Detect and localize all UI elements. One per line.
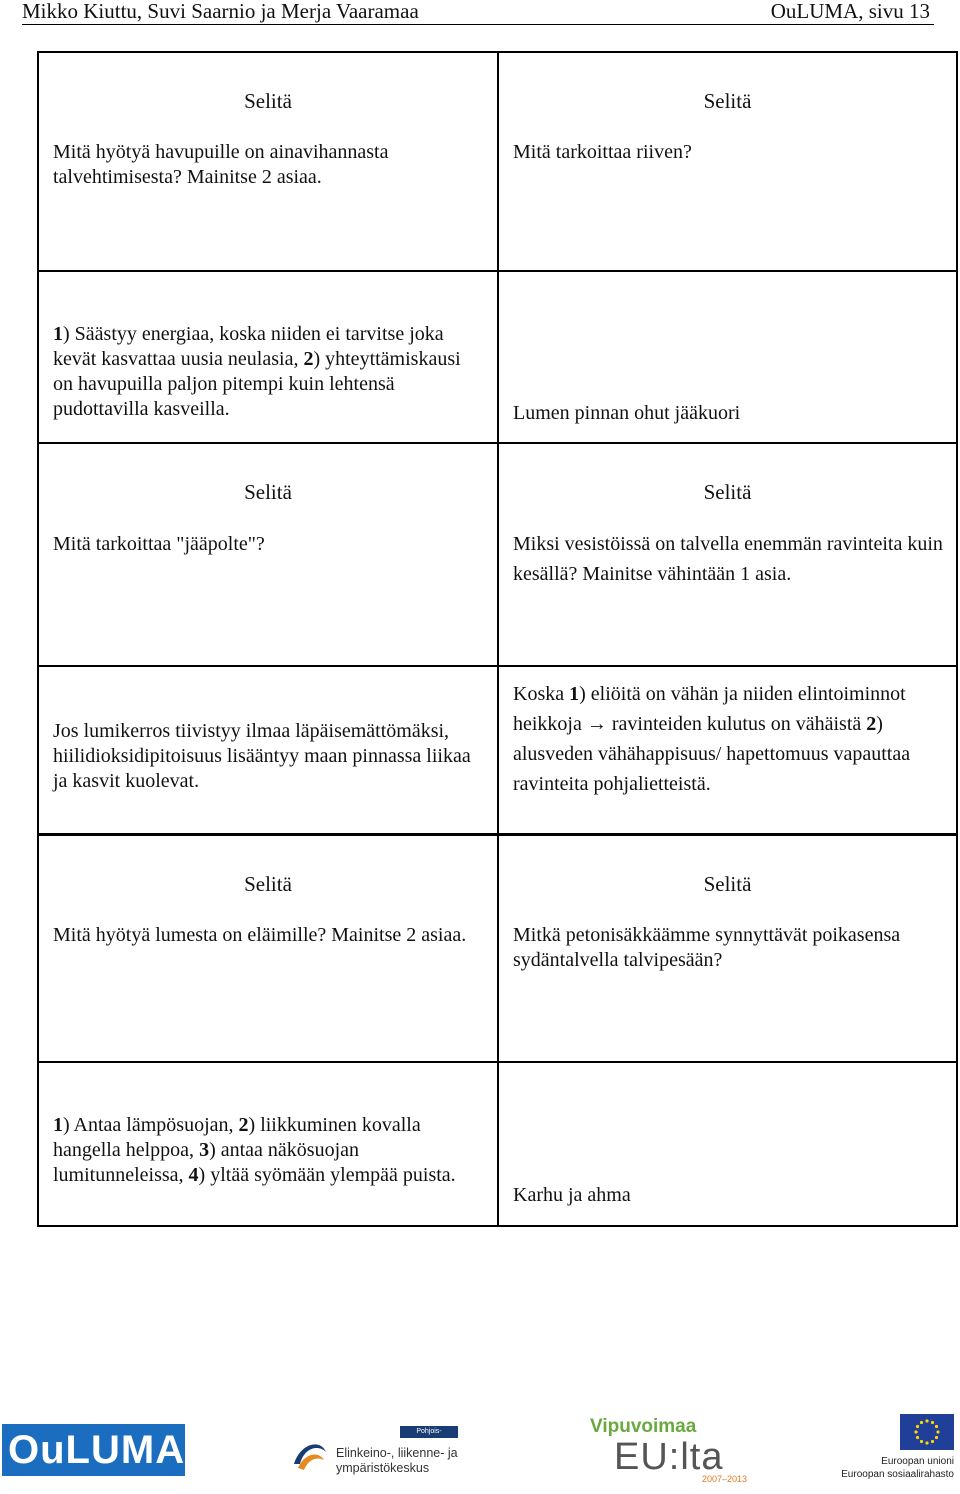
card-5-question	[37, 834, 499, 1062]
answer-fragment: ) liikkuminen kovalla hangella helppoa,	[53, 1114, 421, 1161]
answer-number: 2	[303, 348, 314, 370]
answer-fragment: Koska	[513, 683, 570, 705]
card-2-question-text: Mitä tarkoittaa riiven?	[513, 141, 692, 163]
card-3-question-text: Mitä tarkoittaa "jääpolte"?	[53, 533, 265, 555]
answer-fragment: ) antaa näkösuojan lumitunneleissa,	[53, 1139, 360, 1186]
page-header	[22, 0, 934, 25]
header-page-number: OuLUMA, sivu 13	[770, 0, 930, 23]
arrow-icon: →	[586, 713, 607, 735]
ouluma-logo: OuLUMA	[2, 1424, 185, 1476]
header-authors: Mikko Kiuttu, Suvi Saarnio ja Merja Vaaramaa	[22, 0, 419, 23]
answer-number: 3	[199, 1139, 210, 1161]
card-6-answer	[497, 1061, 958, 1227]
card-1-answer	[37, 270, 499, 444]
card-2-answer	[497, 270, 958, 444]
ely-swirl-icon	[290, 1434, 330, 1474]
esr-line2: Euroopan sosiaalirahasto	[841, 1469, 954, 1480]
answer-fragment: ) yltää syömään ylempää puista.	[198, 1164, 456, 1186]
card-2-heading: Selitä	[703, 89, 752, 113]
ely-region-badge: Pohjois-Pohjanmaa	[400, 1426, 458, 1438]
answer-number: 1	[53, 1114, 63, 1136]
eu-flag-icon	[900, 1414, 954, 1450]
card-2-answer-text: Lumen pinnan ohut jääkuori	[513, 402, 741, 424]
card-1-answer-text	[53, 322, 485, 422]
esr-line1: Euroopan unioni	[881, 1456, 954, 1467]
card-5-answer	[37, 1061, 499, 1227]
answer-fragment: ) alusveden vähähappisuus/ hapettomuus vapauttaa ravinteita pohjalietteistä.	[513, 713, 911, 795]
answer-fragment: ) Säästyy energiaa, koska niiden ei tarvitse joka kevät kasvattaa uusia neulasia,	[53, 323, 444, 370]
vipuvoimaa-text: Vipuvoimaa	[590, 1416, 697, 1437]
answer-number: 2	[238, 1114, 249, 1136]
esr-logo	[838, 1412, 958, 1492]
card-4-heading: Selitä	[703, 480, 752, 504]
card-4-answer-text	[513, 679, 944, 799]
answer-number: 1	[569, 683, 580, 705]
card-3-answer	[37, 665, 499, 835]
answer-fragment: ravinteiden kulutus on vähäistä	[606, 713, 867, 735]
card-4-question-text: Miksi vesistöissä on talvella enemmän ravinteita kuin kesällä? Mainitse vähintään 1 asia.	[513, 533, 943, 585]
card-6-heading: Selitä	[703, 872, 752, 896]
ely-centre-logo	[288, 1420, 458, 1486]
card-5-answer-text	[53, 1113, 485, 1188]
ely-name-line1: Elinkeino-, liikenne- ja	[336, 1446, 458, 1460]
card-5-question-text: Mitä hyötyä lumesta on eläimille? Mainitse 2 asiaa.	[53, 924, 467, 946]
card-6-answer-text: Karhu ja ahma	[513, 1184, 631, 1206]
footer-logos	[0, 1400, 960, 1494]
eu-lta-text: EU:lta	[614, 1436, 724, 1478]
card-6-question-text: Mitkä petonisäkkäämme synnyttävät poikasensa sydäntalvella talvipesään?	[513, 924, 901, 971]
card-3-answer-text: Jos lumikerros tiivistyy ilmaa läpäisemättömäksi, hiilidioksidipitoisuus lisääntyy maan pinnassa liikaa ja kasvit kuolevat.	[53, 720, 471, 792]
answer-number: 4	[188, 1164, 199, 1186]
ely-name-line2: ympäristökeskus	[336, 1461, 430, 1475]
answer-fragment: ) yhteyttämiskausi on havupuilla paljon pitempi kuin lehtensä pudottavilla kasveilla.	[53, 348, 461, 420]
card-6-question	[497, 834, 958, 1062]
card-5-heading: Selitä	[244, 872, 292, 896]
card-1-heading: Selitä	[244, 89, 292, 113]
answer-number: 2	[866, 713, 877, 735]
card-1-question	[37, 51, 499, 271]
card-1-question-text: Mitä hyötyä havupuille on ainavihannasta talvehtimisesta? Mainitse 2 asiaa.	[53, 141, 389, 188]
card-4-answer	[497, 665, 958, 835]
answer-fragment: ) Antaa lämpösuojan,	[63, 1114, 239, 1136]
card-4-question	[497, 442, 958, 666]
ely-name	[336, 1446, 458, 1476]
answer-fragment: ) eliöitä on vähän ja niiden elintoiminnot heikkoja	[513, 683, 906, 735]
card-2-question	[497, 51, 958, 271]
program-years: 2007–2013	[702, 1474, 748, 1484]
card-3-question	[37, 442, 499, 666]
answer-number: 1	[53, 323, 63, 345]
card-3-heading: Selitä	[244, 480, 292, 504]
vipuvoimaa-eulta-logo	[590, 1414, 750, 1488]
